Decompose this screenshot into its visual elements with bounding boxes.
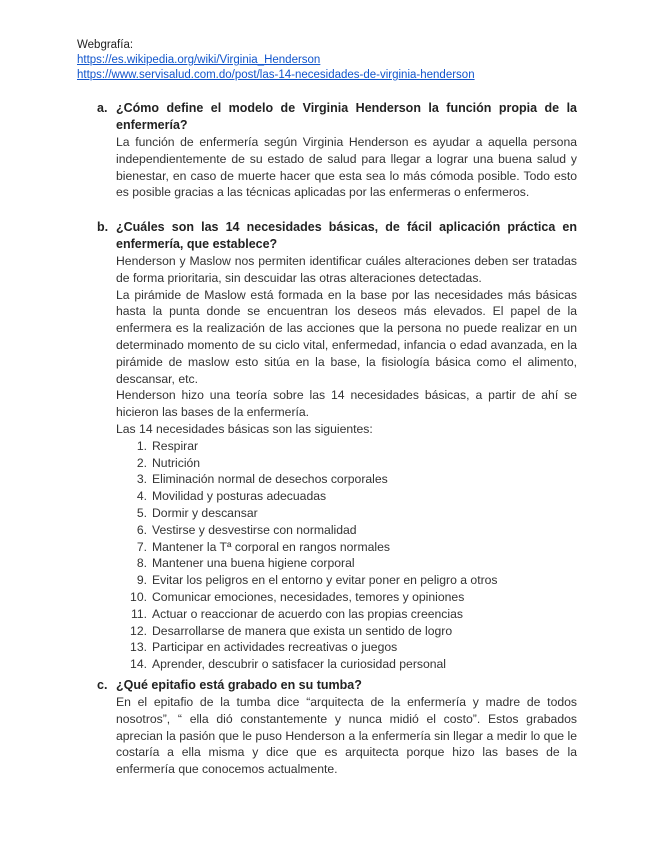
list-item xyxy=(116,471,577,488)
section-a xyxy=(97,100,577,201)
list-text: Movilidad y posturas adecuadas xyxy=(152,489,327,504)
answer-paragraph: La función de enfermería según Virginia Henderson es ayudar a aquella persona independientemente de su estado de salud para llegar a lograr una buena salud y bienestar, en caso de muerte hacer que esta sea lo más cómoda posible. Todo esto es posible gracias a las técnicas aplicadas por las enfermeras o enfermeros. xyxy=(116,135,577,200)
answer-paragraph: En el epitafio de la tumba dice “arquitecta de la enfermería y madre de todos nosotros”, “ ella dió constantemente y nunca midió el costo”. Estos grabados aprecian la pasión que le puso Henderson a la enfermería sin llegar a medir lo que le costaría a ella misma y dice que es arquitecta porque hizo las bases de la enfermería que conocemos actualmente. xyxy=(116,695,577,777)
question-heading: ¿Qué epitafio está grabado en su tumba? xyxy=(116,678,362,692)
link-servisalud[interactable]: https://www.servisalud.com.do/post/las-14-necesidades-de-virginia-henderson xyxy=(77,69,475,81)
list-text: Mantener una buena higiene corporal xyxy=(152,556,355,571)
list-number: 5. xyxy=(136,505,147,520)
list-text: Eliminación normal de desechos corporales xyxy=(152,472,388,487)
list-number: 1. xyxy=(136,438,147,453)
list-number: 11. xyxy=(130,606,147,621)
list-text: Aprender, descubrir o satisfacer la curiosidad personal xyxy=(152,657,447,672)
link-wikipedia[interactable]: https://es.wikipedia.org/wiki/Virginia_Henderson xyxy=(77,54,321,66)
list-item xyxy=(116,522,577,539)
section-c xyxy=(97,677,577,778)
answer-paragraph: La pirámide de Maslow está formada en la base por las necesidades más básicas hasta la punta donde se encuentran los deseos más elevados. El papel de la enfermera es la realización de las acciones que la persona no puede realizar en un determinado momento de su ciclo vital, enfermedad, infancia o edad avanzada, en la pirámide de maslow esto sitúa en la base, la fisiología básica como el alimento, descansar, etc. xyxy=(116,287,577,386)
webgrafia-label: Webgrafía: xyxy=(77,39,134,51)
list-number: 14. xyxy=(130,657,147,672)
list-item xyxy=(116,505,577,522)
list-number: 7. xyxy=(136,539,147,554)
list-number: 3. xyxy=(136,472,147,487)
list-item xyxy=(116,639,577,656)
list-item xyxy=(116,656,577,673)
list-text: Nutrición xyxy=(152,455,201,470)
section-b xyxy=(97,219,577,673)
list-text: Evitar los peligros en el entorno y evitar poner en peligro a otros xyxy=(152,573,498,588)
list-number: 12. xyxy=(130,623,147,638)
list-number: 6. xyxy=(136,522,147,537)
needs-list xyxy=(116,438,577,673)
list-number: 9. xyxy=(136,573,147,588)
list-text: Vestirse y desvestirse con normalidad xyxy=(152,522,357,537)
answer-paragraph: Henderson hizo una teoría sobre las 14 necesidades básicas, a partir de ahí se hicieron las bases de la enfermería. xyxy=(116,388,577,420)
list-item xyxy=(116,572,577,589)
list-text: Actuar o reaccionar de acuerdo con las propias creencias xyxy=(152,606,463,621)
webgrafia-block xyxy=(77,38,475,83)
list-text: Dormir y descansar xyxy=(152,505,258,520)
section-marker: b. xyxy=(97,220,109,234)
list-item xyxy=(116,623,577,640)
list-item xyxy=(116,488,577,505)
list-text: Respirar xyxy=(152,438,199,453)
section-marker: a. xyxy=(97,101,108,115)
list-number: 8. xyxy=(136,556,147,571)
section-marker: c. xyxy=(97,678,108,692)
answer-paragraph: Las 14 necesidades básicas son las siguientes: xyxy=(116,421,373,436)
question-heading: ¿Cuáles son las 14 necesidades básicas, de fácil aplicación práctica en enfermería, que establece? xyxy=(116,220,577,251)
question-heading: ¿Cómo define el modelo de Virginia Henderson la función propia de la enfermería? xyxy=(116,101,577,132)
answer-paragraph: Henderson y Maslow nos permiten identificar cuáles alteraciones deben ser tratadas de forma prioritaria, sin descuidar las otras alteraciones detectadas. xyxy=(116,254,577,285)
list-number: 10. xyxy=(130,589,147,604)
list-item xyxy=(116,438,577,455)
list-number: 2. xyxy=(136,455,147,470)
list-item xyxy=(116,589,577,606)
list-number: 4. xyxy=(136,489,147,504)
list-item xyxy=(116,539,577,556)
list-number: 13. xyxy=(130,640,147,655)
list-item xyxy=(116,606,577,623)
list-text: Participar en actividades recreativas o juegos xyxy=(152,640,398,655)
list-item xyxy=(116,455,577,472)
list-text: Desarrollarse de manera que exista un sentido de logro xyxy=(152,623,453,638)
list-text: Mantener la Tª corporal en rangos normales xyxy=(152,539,391,554)
list-item xyxy=(116,555,577,572)
list-text: Comunicar emociones, necesidades, temores y opiniones xyxy=(152,589,465,604)
